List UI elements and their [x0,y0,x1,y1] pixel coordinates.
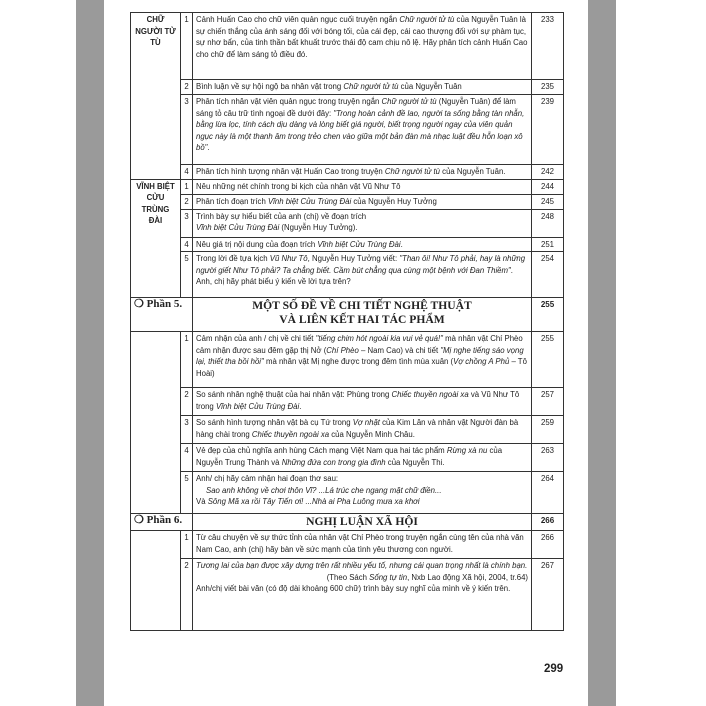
question-text: Từ câu chuyện về sự thức tỉnh của nhân vật Chí Phèo trong truyện ngắn cùng tên của nhà văn Nam Cao, anh (chị) hãy bàn về sức mạnh của tình yêu thương con người. [193,531,532,559]
table-row: 1 Cảm nhận của anh / chị về chi tiết "tiếng chim hót ngoài kia vui vẻ quá!" mà nhân vật Chí Phèo cảm nhận được sau đêm gặp thị Nở (Chí Phèo – Nam Cao) và chi tiết "Mị nghe tiếng sáo vọng lại, thiết tha bồi hồi" mà nhân vật Mị nghe được trong đêm tình mùa xuân (Vợ chồng A Phủ – Tô Hoài) 255 [131,332,564,388]
scan-border-right [588,0,616,706]
question-text: Anh/ chị hãy cảm nhận hai đoạn thơ sau: Sao anh không về chơi thôn Vĩ? ...Lá trúc che ngang mặt chữ điền... Và Sông Mã xa rồi Tây Tiến ơi! ...Nhà ai Pha Luông mưa xa khơi [193,472,532,514]
section-title: MỘT SỐ ĐỀ VỀ CHI TIẾT NGHỆ THUẬT VÀ LIÊN KẾT HAI TÁC PHẨM [193,298,532,332]
question-text: Nêu những nét chính trong bi kịch của nhân vật Vũ Như Tô [193,179,532,194]
section-label: ❍ Phần 6. [131,514,193,531]
table-row: 5 Anh/ chị hãy cảm nhận hai đoạn thơ sau: Sao anh không về chơi thôn Vĩ? ...Lá trúc che ngang mặt chữ điền... Và Sông Mã xa rồi Tây Tiến ơi! ...Nhà ai Pha Luông mưa xa khơi 264 [131,472,564,514]
page-ref: 266 [532,531,564,559]
topic-vinh-biet-cuu-trung-dai: VĨNH BIỆT CỬU TRÙNG ĐÀI [131,179,181,298]
section-label: ❍ Phần 5. [131,298,193,332]
table-row: 3 Trình bày sự hiểu biết của anh (chị) về đoạn trích Vĩnh biệt Cửu Trùng Đài (Nguyễn Huy Tưởng). 248 [131,209,564,237]
page-ref: 233 [532,13,564,80]
table-row: 2 Bình luận về sự hội ngộ ba nhân vật trong Chữ người tử tù của Nguyễn Tuân 235 [131,80,564,95]
page-ref: 267 [532,559,564,631]
table-row: VĨNH BIỆT CỬU TRÙNG ĐÀI 1 Nêu những nét chính trong bi kịch của nhân vật Vũ Như Tô 244 [131,179,564,194]
question-text: So sánh nhân nghệ thuật của hai nhân vật: Phùng trong Chiếc thuyền ngoài xa và Vũ Như Tô trong Vĩnh biệt Cửu Trùng Đài. [193,388,532,416]
question-text: Cảnh Huấn Cao cho chữ viên quản ngục cuối truyện ngắn Chữ người tử tù của Nguyễn Tuân là sự chiến thắng của ánh sáng đối với bóng tối, của cái đẹp, cái cao thượng đối với sự phàm tục, sự nhơ bẩn, của tinh thần bất khuất trước thái độ cam chịu nô lệ. Hãy phân tích cảnh Huấn Cao cho chữ để làm sáng tỏ điều đó. [193,13,532,80]
section-header-part-5 [131,298,564,332]
scan-border-left [76,0,104,706]
question-text: Phân tích nhân vật viên quản ngục trong truyện ngắn Chữ người tử tù (Nguyễn Tuân) để làm sáng tỏ câu trữ tình ngoại đề dưới đây: "Trong hoàn cảnh đề lao, người ta sống bằng tàn nhẫn, bằng lừa lọc, tính cách dịu dàng và lòng biết giá người, biết trọng người ngay của viên quản ngục này là một thanh âm trong trẻo chen vào giữa một bản đàn mà nhạc luật đều hỗn loạn xô bồ". [193,95,532,165]
table-row: 5 Trong lời đề tựa kịch Vũ Như Tô, Nguyễn Huy Tưởng viết: "Than ôi! Như Tô phải, hay là những người giết Như Tô phải? Ta chẳng biết. Cầm bút chẳng qua cùng một bệnh với Đan Thiềm". Anh, chị hãy phát biểu ý kiến về lời tựa trên? 254 [131,252,564,298]
page-ref: 259 [532,416,564,444]
page-ref: 257 [532,388,564,416]
question-text: So sánh hình tượng nhân vật bà cụ Tứ trong Vợ nhặt của Kim Lân và nhân vật Người đàn bà hàng chài trong Chiếc thuyền ngoài xa của Nguyễn Minh Châu. [193,416,532,444]
book-page [104,0,588,706]
page-ref: 255 [532,298,564,332]
table-row: 1 Từ câu chuyện về sự thức tỉnh của nhân vật Chí Phèo trong truyện ngắn cùng tên của nhà văn Nam Cao, anh (chị) hãy bàn về sức mạnh của tình yêu thương con người. 266 [131,531,564,559]
page-ref: 264 [532,472,564,514]
section-title: NGHỊ LUẬN XÃ HỘI [193,514,532,531]
table-row: 2 Tương lai của bạn được xây dựng trên rất nhiều yếu tố, nhưng cái quan trọng nhất là chính bạn. (Theo Sách Sống tự tin, Nxb Lao động Xã hội, 2004, tr.64) Anh/chị viết bài văn (có độ dài khoảng 600 chữ) trình bày suy nghĩ của mình về ý kiến trên. 267 [131,559,564,631]
page-ref: 263 [532,444,564,472]
table-row: 4 Vẻ đẹp của chủ nghĩa anh hùng Cách mạng Việt Nam qua hai tác phẩm Rừng xà nu của Nguyễn Trung Thành và Những đứa con trong gia đình của Nguyễn Thi. 263 [131,444,564,472]
question-text: Trình bày sự hiểu biết của anh (chị) về đoạn trích Vĩnh biệt Cửu Trùng Đài (Nguyễn Huy Tưởng). [193,209,532,237]
table-row: 2 Phân tích đoạn trích Vĩnh biệt Cửu Trùng Đài của Nguyễn Huy Tưởng 245 [131,194,564,209]
page-ref: 239 [532,95,564,165]
topic-chu-nguoi-tu-tu: CHỮ NGƯỜI TỬ TÙ [131,13,181,180]
page-ref: 254 [532,252,564,298]
question-text: Vẻ đẹp của chủ nghĩa anh hùng Cách mạng Việt Nam qua hai tác phẩm Rừng xà nu của Nguyễn Trung Thành và Những đứa con trong gia đình của Nguyễn Thi. [193,444,532,472]
page-ref: 235 [532,80,564,95]
page-ref: 248 [532,209,564,237]
question-text: Trong lời đề tựa kịch Vũ Như Tô, Nguyễn Huy Tưởng viết: "Than ôi! Như Tô phải, hay là những người giết Như Tô phải? Ta chẳng biết. Cầm bút chẳng qua cùng một bệnh với Đan Thiềm". Anh, chị hãy phát biểu ý kiến về lời tựa trên? [193,252,532,298]
page-ref: 245 [532,194,564,209]
table-row: 3 So sánh hình tượng nhân vật bà cụ Tứ trong Vợ nhặt của Kim Lân và nhân vật Người đàn bà hàng chài trong Chiếc thuyền ngoài xa của Nguyễn Minh Châu. 259 [131,416,564,444]
question-text: Phân tích hình tượng nhân vật Huấn Cao trong truyện Chữ người tử tù của Nguyễn Tuân. [193,165,532,180]
page-ref: 255 [532,332,564,388]
page-number: 299 [544,663,564,675]
table-row: 2 So sánh nhân nghệ thuật của hai nhân vật: Phùng trong Chiếc thuyền ngoài xa và Vũ Như Tô trong Vĩnh biệt Cửu Trùng Đài. 257 [131,388,564,416]
section-header-part-6 [131,514,564,531]
table-row: CHỮ NGƯỜI TỬ TÙ 1 Cảnh Huấn Cao cho chữ viên quản ngục cuối truyện ngắn Chữ người tử tù của Nguyễn Tuân là sự chiến thắng của ánh sáng đối với bóng tối, của cái đẹp, cái cao thượng đối với sự phàm tục, sự nhơ bẩn, của tinh thần bất khuất trước thái độ cam chịu nô lệ. Hãy phân tích cảnh Huấn Cao cho chữ để làm sáng tỏ điều đó. 233 [131,13,564,80]
page-ref: 251 [532,237,564,252]
page-ref: 266 [532,514,564,531]
table-row: 4 Nêu giá trị nội dung của đoạn trích Vĩnh biệt Cửu Trùng Đài. 251 [131,237,564,252]
page-ref: 244 [532,179,564,194]
table-row: 4 Phân tích hình tượng nhân vật Huấn Cao trong truyện Chữ người tử tù của Nguyễn Tuân. 242 [131,165,564,180]
question-text: Nêu giá trị nội dung của đoạn trích Vĩnh biệt Cửu Trùng Đài. [193,237,532,252]
question-text: Phân tích đoạn trích Vĩnh biệt Cửu Trùng Đài của Nguyễn Huy Tưởng [193,194,532,209]
question-text: Bình luận về sự hội ngộ ba nhân vật trong Chữ người tử tù của Nguyễn Tuân [193,80,532,95]
page-ref: 242 [532,165,564,180]
question-text: Tương lai của bạn được xây dựng trên rất nhiều yếu tố, nhưng cái quan trọng nhất là chính bạn. (Theo Sách Sống tự tin, Nxb Lao động Xã hội, 2004, tr.64) Anh/chị viết bài văn (có độ dài khoảng 600 chữ) trình bày suy nghĩ của mình về ý kiến trên. [193,559,532,631]
contents-table [130,12,564,631]
question-text: Cảm nhận của anh / chị về chi tiết "tiếng chim hót ngoài kia vui vẻ quá!" mà nhân vật Chí Phèo cảm nhận được sau đêm gặp thị Nở (Chí Phèo – Nam Cao) và chi tiết "Mị nghe tiếng sáo vọng lại, thiết tha bồi hồi" mà nhân vật Mị nghe được trong đêm tình mùa xuân (Vợ chồng A Phủ – Tô Hoài) [193,332,532,388]
table-row: 3 Phân tích nhân vật viên quản ngục trong truyện ngắn Chữ người tử tù (Nguyễn Tuân) để làm sáng tỏ câu trữ tình ngoại đề dưới đây: "Trong hoàn cảnh đề lao, người ta sống bằng tàn nhẫn, bằng lừa lọc, tính cách dịu dàng và lòng biết giá người, biết trọng người ngay của viên quản ngục này là một thanh âm trong trẻo chen vào giữa một bản đàn mà nhạc luật đều hỗn loạn xô bồ". 239 [131,95,564,165]
